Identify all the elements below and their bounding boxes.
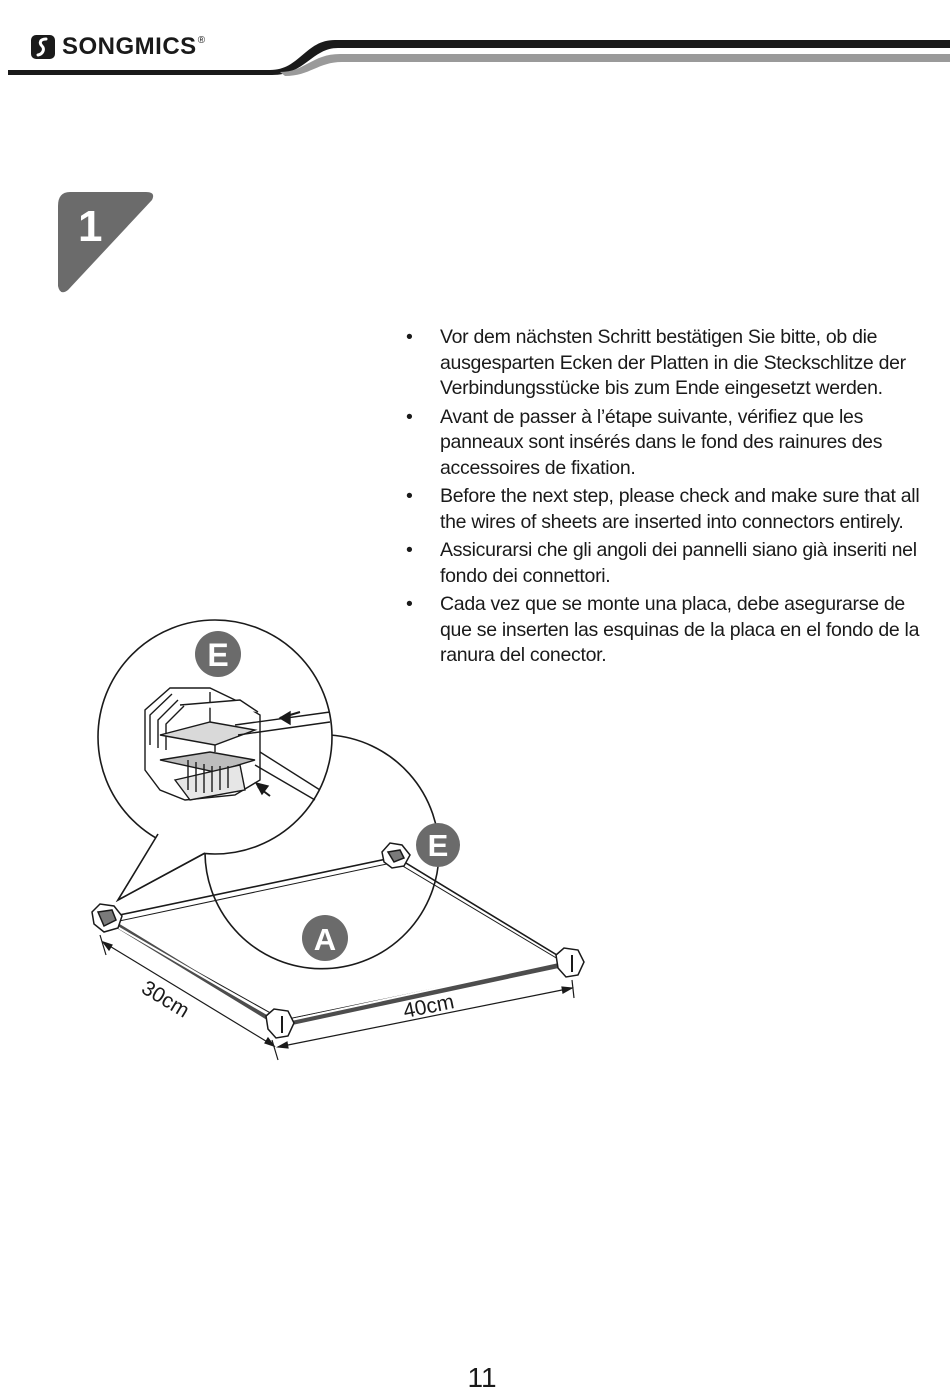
panel-label: A xyxy=(313,922,337,957)
bullet: • xyxy=(406,485,413,507)
brand-name: SONGMICS® xyxy=(62,33,206,60)
corner-connector xyxy=(266,1009,294,1038)
songmics-logo-icon xyxy=(30,34,56,60)
bullet: • xyxy=(406,593,413,615)
instruction-item-es: • Cada vez que se monte una placa, debe asegurarse de que se inserten las esquinas de la placa en el fondo de la ranura del conector. xyxy=(406,593,920,666)
corner-connector xyxy=(92,904,122,932)
dimension-width-label: 40cm xyxy=(401,990,457,1024)
step-number: 1 xyxy=(78,202,103,251)
instruction-item-fr: • Avant de passer à l’étape suivante, vérifiez que les panneaux sont insérés dans le fond des rainures des accessoires de fixation. xyxy=(406,405,883,479)
assembly-illustration xyxy=(0,600,950,1080)
corner-connector xyxy=(556,948,584,977)
instruction-item-de: • Vor dem nächsten Schritt bestätigen Sie bitte, ob die ausgesparten Ecken der Platten in die Steckschlitze der Verbindungsstücke bis zum Ende eingesetzt werden. xyxy=(406,326,906,399)
callout-label: E xyxy=(207,637,229,673)
instruction-item-en: • Before the next step, please check and make sure that all the wires of sheets are inserted into connectors entirely. xyxy=(406,485,920,533)
bullet: • xyxy=(406,539,413,561)
instruction-item-it: • Assicurarsi che gli angoli dei pannelli siano già inseriti nel fondo dei connettori. xyxy=(406,539,917,587)
connector-label: E xyxy=(427,828,449,863)
bullet: • xyxy=(406,326,413,348)
dimension-depth-label: 30cm xyxy=(137,976,194,1023)
page-number: 11 xyxy=(467,1362,497,1393)
step-badge xyxy=(56,192,156,294)
bullet: • xyxy=(406,405,413,428)
